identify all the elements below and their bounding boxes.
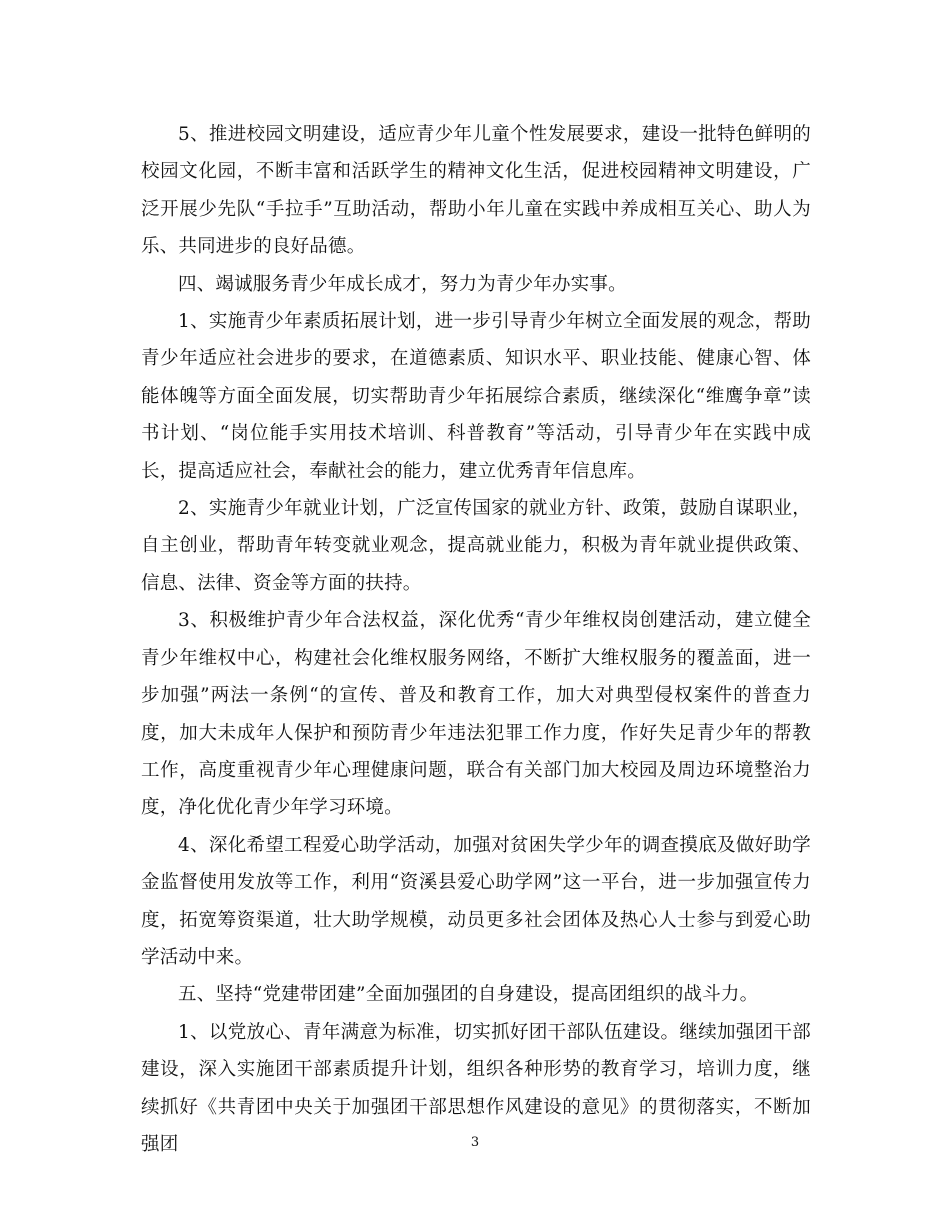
- paragraph-item-5-1: 1、以党放心、青年满意为标准，切实抓好团干部队伍建设。继续加强团干部建设，深入实施团干部素质提升计划，组织各种形势的教育学习，培训力度，继续抓好《共青团中央关于加强团干部思想作风建设的意见》的贯彻落实，不断加强团: [141, 1021, 811, 1155]
- paragraph-item-4-2: 2、实施青少年就业计划，广泛宣传国家的就业方针、政策，鼓励自谋职业，自主创业，帮助青年转变就业观念，提高就业能力，积极为青年就业提供政策、信息、法律、资金等方面的扶持。: [141, 498, 811, 594]
- page-number: 3: [470, 1135, 480, 1150]
- section-heading-5: 五、坚持“党建带团建”全面加强团的自身建设，提高团组织的战斗力。: [178, 984, 759, 1006]
- document-body: [141, 116, 811, 1163]
- section-heading-4: 四、竭诚服务青少年成长成才，努力为青少年办实事。: [178, 273, 627, 295]
- paragraph-item-4-3: 3、积极维护青少年合法权益，深化优秀“青少年维权岗创建活动，建立健全青少年维权中心，构建社会化维权服务网络，不断扩大维权服务的覆盖面，进一步加强”两法一条例“的宣传、普及和教育工作，加大对典型侵权案件的普查力度，加大未成年人保护和预防青少年违法犯罪工作力度，作好失足青少年的帮教工作，高度重视青少年心理健康问题，联合有关部门加大校园及周边环境整治力度，净化优化青少年学习环境。: [141, 610, 811, 819]
- paragraph-item-4-4: 4、深化希望工程爱心助学活动，加强对贫困失学少年的调查摸底及做好助学金监督使用发放等工作，利用“资溪县爱心助学网”这一平台，进一步加强宣传力度，拓宽筹资渠道，壮大助学规模，动员更多社会团体及热心人士参与到爱心助学活动中来。: [141, 834, 811, 968]
- paragraph-item-5: 5、推进校园文明建设，适应青少年儿童个性发展要求，建设一批特色鲜明的校园文化园，不断丰富和活跃学生的精神文化生活，促进校园精神文明建设，广泛开展少先队“手拉手”互助活动，帮助小年儿童在实践中养成相互关心、助人为乐、共同进步的良好品德。: [141, 124, 811, 258]
- paragraph-item-4-1: 1、实施青少年素质拓展计划，进一步引导青少年树立全面发展的观念，帮助青少年适应社会进步的要求，在道德素质、知识水平、职业技能、健康心智、体能体魄等方面全面发展，切实帮助青少年拓展综合素质，继续深化“维鹰争章”读书计划、“岗位能手实用技术培训、科普教育”等活动，引导青少年在实践中成长，提高适应社会，奉献社会的能力，建立优秀青年信息库。: [141, 311, 811, 482]
